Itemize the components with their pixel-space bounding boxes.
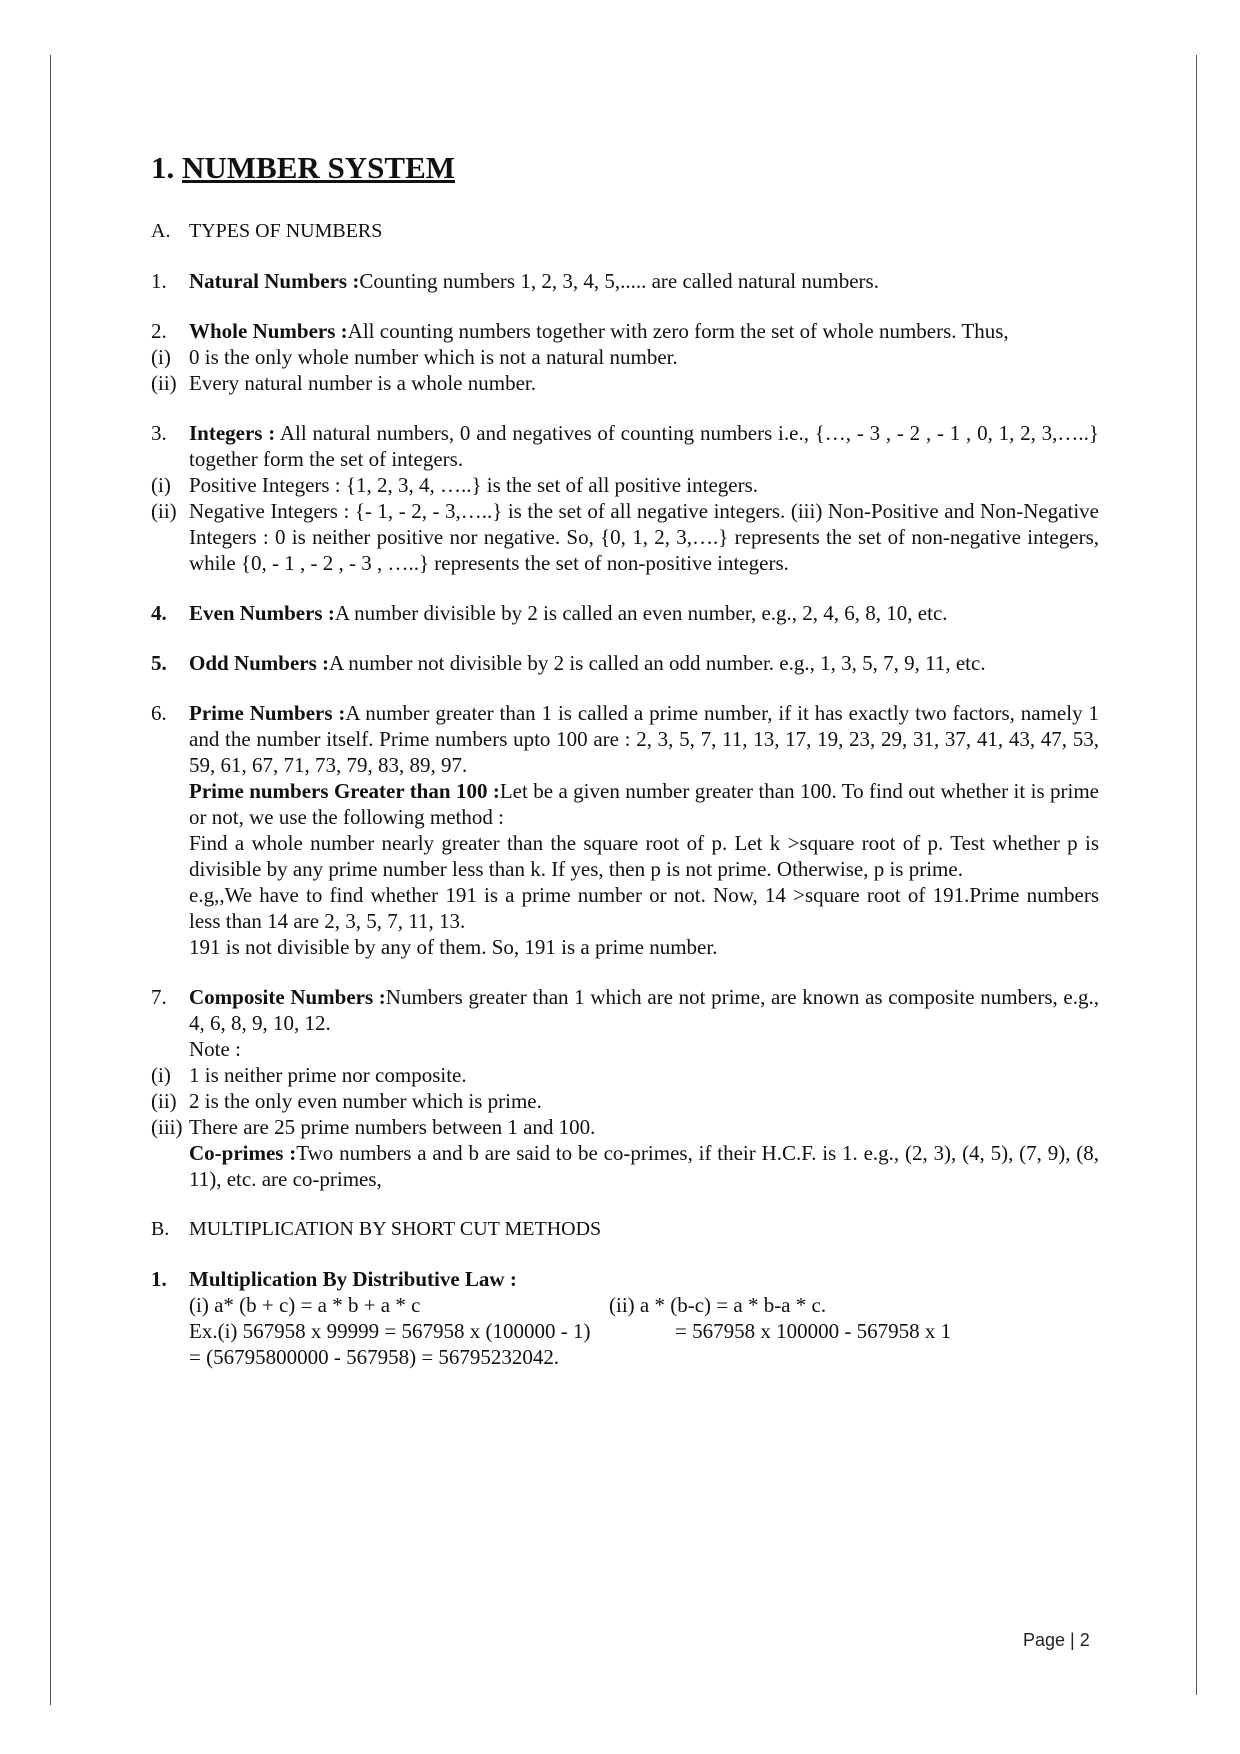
list-item bbox=[151, 498, 1099, 576]
section-b-heading bbox=[151, 1216, 1099, 1242]
sub-number: (i) bbox=[151, 345, 171, 369]
sub-number: (ii) bbox=[151, 499, 177, 523]
item-number: 3. bbox=[151, 421, 167, 445]
integers-item bbox=[151, 420, 1099, 472]
example-part-3: = (56795800000 - 567958) = 56795232042. bbox=[189, 1345, 560, 1369]
item-term: Composite Numbers : bbox=[189, 985, 386, 1009]
formula-1: (i) a* (b + c) = a * b + a * c bbox=[189, 1293, 421, 1317]
formula-2: (ii) a * (b-c) = a * b-a * c. bbox=[609, 1293, 827, 1317]
item-text: Counting numbers 1, 2, 3, 4, 5,..... are called natural numbers. bbox=[359, 269, 879, 293]
section-b-title: MULTIPLICATION BY SHORT CUT METHODS bbox=[189, 1218, 602, 1240]
coprimes-text: Two numbers a and b are said to be co-primes, if their H.C.F. is 1. e.g., (2, 3), (4, 5), (7, 9), (8, 11), etc. are co-primes, bbox=[189, 1141, 1099, 1191]
prime-greater-term: Prime numbers Greater than 100 : bbox=[189, 779, 500, 803]
item-number: 1. bbox=[151, 269, 167, 293]
whole-numbers-item bbox=[151, 318, 1099, 344]
prime-greater-text: Let be a given number greater than 100. To find out whether it is prime or not, we use the following method : bbox=[189, 779, 1099, 829]
odd-numbers-item bbox=[151, 650, 1099, 676]
list-item bbox=[151, 472, 1099, 498]
prime-greater-paragraph bbox=[151, 778, 1099, 830]
sub-number: (ii) bbox=[151, 1089, 177, 1113]
sub-text: 1 is neither prime nor composite. bbox=[189, 1063, 467, 1087]
sub-number: (ii) bbox=[151, 371, 177, 395]
item-term: Multiplication By Distributive Law : bbox=[189, 1267, 517, 1291]
page-content bbox=[151, 148, 1099, 1370]
item-number: 7. bbox=[151, 985, 167, 1009]
even-numbers-item bbox=[151, 600, 1099, 626]
item-number: 6. bbox=[151, 701, 167, 725]
list-item bbox=[151, 1062, 1099, 1088]
sub-text: Positive Integers : {1, 2, 3, 4, …..} is the set of all positive integers. bbox=[189, 473, 758, 497]
page-title bbox=[151, 148, 1099, 188]
list-item bbox=[151, 370, 1099, 396]
coprimes-paragraph bbox=[151, 1140, 1099, 1192]
list-item bbox=[151, 1114, 1099, 1140]
sub-text: Negative Integers : {- 1, - 2, - 3,…..} is the set of all negative integers. (iii) Non-Positive and Non-Negative Integers : 0 is neither positive nor negative. So, {0, 1, 2, 3,….} represents the set of non-negative integers, while {0, - 1 , - 2 , - 3 , …..} represents the set of non-positive integers. bbox=[189, 499, 1099, 575]
sub-number: (i) bbox=[151, 473, 171, 497]
section-b-label: B. bbox=[151, 1218, 170, 1240]
composite-numbers-item bbox=[151, 984, 1099, 1036]
natural-numbers-item bbox=[151, 268, 1099, 294]
section-a-heading bbox=[151, 218, 1099, 244]
item-term: Whole Numbers : bbox=[189, 319, 348, 343]
item-number: 2. bbox=[151, 319, 167, 343]
sub-text: Every natural number is a whole number. bbox=[189, 371, 536, 395]
example-row bbox=[151, 1318, 1099, 1344]
prime-example-conclusion: 191 is not divisible by any of them. So, 191 is a prime number. bbox=[189, 935, 718, 959]
item-term: Even Numbers : bbox=[189, 601, 335, 625]
prime-method-paragraph: Find a whole number nearly greater than the square root of p. Let k >square root of p. Test whether p is divisible by any prime number less than k. If yes, then p is not prime. Otherwise, p is prime. bbox=[189, 831, 1099, 881]
example-part-1: Ex.(i) 567958 x 99999 = 567958 x (100000 - 1) bbox=[189, 1319, 591, 1343]
section-a-label: A. bbox=[151, 220, 171, 242]
item-term: Natural Numbers : bbox=[189, 269, 360, 293]
sub-text: There are 25 prime numbers between 1 and 100. bbox=[189, 1115, 596, 1139]
title-number: 1. bbox=[151, 150, 175, 185]
prime-numbers-item bbox=[151, 700, 1099, 778]
item-term: Odd Numbers : bbox=[189, 651, 330, 675]
item-term: Prime Numbers : bbox=[189, 701, 346, 725]
item-text: All natural numbers, 0 and negatives of counting numbers i.e., {…, - 3 , - 2 , - 1 , 0, 1, 2, 3,…..} together form the set of integers. bbox=[189, 421, 1099, 471]
list-item bbox=[151, 344, 1099, 370]
sub-text: 0 is the only whole number which is not a natural number. bbox=[189, 345, 678, 369]
item-number: 5. bbox=[151, 651, 167, 675]
coprimes-term: Co-primes : bbox=[189, 1141, 297, 1165]
page-border-right bbox=[1196, 55, 1197, 1695]
item-text: Numbers greater than 1 which are not prime, are known as composite numbers, e.g., 4, 6, 8, 9, 10, 12. bbox=[189, 985, 1100, 1035]
page-border-left bbox=[50, 55, 51, 1705]
example-part-2: = 567958 x 100000 - 567958 x 1 bbox=[675, 1319, 952, 1343]
item-text: A number greater than 1 is called a prime number, if it has exactly two factors, namely 1 and the number itself. Prime numbers upto 100 are : 2, 3, 5, 7, 11, 13, 17, 19, 23, 29, 31, 37, 41, 43, 47, 53, 59, 61, 67, 71, 73, 79, 83, 89, 97. bbox=[189, 701, 1099, 777]
title-text: NUMBER SYSTEM bbox=[182, 150, 456, 185]
item-text: A number not divisible by 2 is called an odd number. e.g., 1, 3, 5, 7, 9, 11, etc. bbox=[329, 651, 986, 675]
sub-number: (iii) bbox=[151, 1115, 183, 1139]
section-a-title: TYPES OF NUMBERS bbox=[189, 220, 383, 242]
sub-number: (i) bbox=[151, 1063, 171, 1087]
item-text: A number divisible by 2 is called an even number, e.g., 2, 4, 6, 8, 10, etc. bbox=[334, 601, 948, 625]
note-label: Note : bbox=[189, 1037, 241, 1061]
item-term: Integers : bbox=[189, 421, 276, 445]
prime-example-paragraph: e.g,,We have to find whether 191 is a prime number or not. Now, 14 >square root of 191.Prime numbers less than 14 are 2, 3, 5, 7, 11, 13. bbox=[189, 883, 1099, 933]
item-text: All counting numbers together with zero form the set of whole numbers. Thus, bbox=[347, 319, 1009, 343]
page-number: Page | 2 bbox=[1023, 1630, 1090, 1650]
list-item bbox=[151, 1088, 1099, 1114]
formula-row bbox=[151, 1292, 1099, 1318]
item-number: 1. bbox=[151, 1267, 167, 1291]
sub-text: 2 is the only even number which is prime. bbox=[189, 1089, 542, 1113]
item-number: 4. bbox=[151, 601, 167, 625]
distributive-law-item bbox=[151, 1266, 1099, 1292]
